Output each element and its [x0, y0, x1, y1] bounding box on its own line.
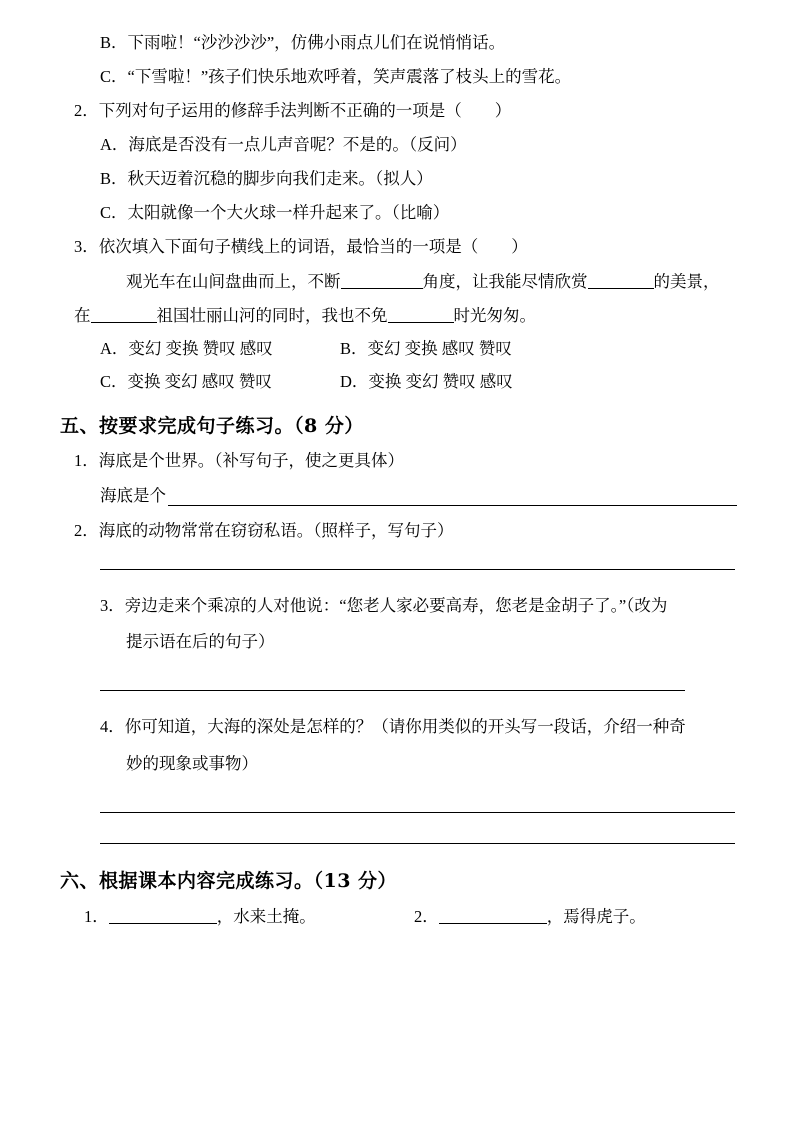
item-text: 海底是个世界。（补写句子，使之更具体） — [98, 451, 404, 471]
question-2-option-b[interactable] — [48, 166, 745, 191]
passage-part: 时光匆匆。 — [453, 305, 536, 325]
section-6-item-2 — [414, 903, 744, 927]
option-label: A． — [100, 338, 129, 358]
option-text: 变换 变幻 赞叹 感叹 — [368, 372, 513, 392]
question-text: 依次填入下面句子横线上的词语，最恰当的一项是（ ） — [98, 237, 528, 257]
question-3-options-row-2 — [48, 370, 745, 395]
question-3-option-c[interactable] — [100, 370, 340, 395]
fill-blank-4[interactable] — [388, 305, 454, 323]
question-2-stem — [48, 98, 745, 123]
option-text: 下雨啦！“沙沙沙沙”，仿佛小雨点儿们在说悄悄话。 — [127, 33, 506, 52]
option-label: C． — [100, 67, 128, 87]
answer-rule[interactable] — [100, 690, 685, 691]
section-6-row — [48, 903, 745, 927]
question-3-passage-line2 — [48, 303, 745, 328]
answer-blank[interactable] — [168, 490, 737, 506]
option-text: “下雪啦！”孩子们快乐地欢呼着，笑声震落了枝头上的雪花。 — [127, 67, 572, 87]
section-5-item-4-answer-line2[interactable] — [48, 843, 745, 844]
question-text: 下列对句子运用的修辞手法判断不正确的一项是（ ） — [98, 101, 512, 121]
option-text: 变换 变幻 感叹 赞叹 — [127, 372, 272, 392]
question-3-options-row-1 — [48, 337, 745, 362]
answer-rule[interactable] — [100, 843, 735, 844]
section-5-title: 五、按要求完成句子练习。（8 分） — [60, 415, 364, 438]
option-text: 太阳就像一个大火球一样升起来了。（比喻） — [127, 203, 450, 223]
option-label: B． — [100, 169, 128, 189]
option-text: 海底是否没有一点儿声音呢？不是的。（反问） — [128, 135, 467, 155]
section-5-item-3-line1 — [48, 592, 745, 620]
question-3-passage-line1 — [48, 269, 745, 294]
section-5-item-2 — [48, 518, 745, 543]
item-number: 3． — [100, 596, 125, 616]
option-label: B． — [340, 338, 368, 358]
option-c-top — [48, 64, 745, 89]
item-number: 1． — [84, 906, 109, 926]
question-3-option-b[interactable] — [340, 337, 580, 362]
option-text: 变幻 变换 感叹 赞叹 — [367, 338, 512, 358]
passage-part: 观光车在山间盘曲而上，不断 — [126, 271, 341, 291]
item-number: 2． — [414, 906, 439, 926]
question-number: 3． — [74, 237, 99, 257]
section-5-item-3-line2: 提示语在后的句子） — [126, 632, 275, 652]
section-6-title: 六、根据课本内容完成练习。（13 分） — [60, 869, 398, 892]
item-number: 4． — [100, 717, 125, 737]
fill-blank-2[interactable] — [588, 271, 654, 289]
item-text: 你可知道，大海的深处是怎样的？（请你用类似的开头写一段话，介绍一种奇 — [124, 717, 686, 737]
option-text: 秋天迈着沉稳的脚步向我们走来。（拟人） — [127, 169, 433, 189]
item-text: ，水来土掩。 — [216, 906, 316, 926]
option-label: C． — [100, 372, 128, 392]
section-5-item-2-answer[interactable] — [48, 569, 745, 570]
option-label: B． — [100, 33, 128, 52]
answer-rule[interactable] — [100, 569, 735, 570]
item-text: 海底的动物常常在窃窃私语。（照样子，写句子） — [98, 521, 454, 541]
item-text: ，焉得虎子。 — [546, 906, 646, 926]
item-number: 2． — [74, 521, 99, 541]
passage-part: 在 — [74, 305, 91, 325]
fill-blank-6[interactable] — [439, 906, 547, 924]
section-5-item-3-answer[interactable] — [48, 690, 745, 691]
passage-part: 祖国壮丽山河的同时，我也不免 — [156, 305, 388, 325]
option-label: C． — [100, 203, 128, 223]
passage-part: 角度，让我能尽情欣赏 — [422, 271, 588, 291]
item-number: 1． — [74, 451, 99, 471]
section-5-item-4-answer-line1[interactable] — [48, 812, 745, 813]
answer-rule[interactable] — [100, 812, 735, 813]
item-text: 旁边走来个乘凉的人对他说：“您老人家必要高寿，您老是金胡子了。”（改为 — [124, 596, 668, 616]
question-2-option-a[interactable] — [48, 132, 745, 157]
option-text: 变幻 变换 赞叹 感叹 — [128, 338, 273, 358]
fill-blank-5[interactable] — [109, 906, 217, 924]
section-5-item-1 — [48, 448, 745, 473]
passage-part: 的美景， — [653, 271, 720, 291]
section-6-item-1 — [84, 903, 414, 927]
question-2-option-c[interactable] — [48, 200, 745, 225]
section-5-item-4-line2: 妙的现象或事物） — [126, 753, 258, 773]
answer-lead: 海底是个 — [100, 486, 166, 506]
option-b-top — [48, 30, 745, 55]
fill-blank-1[interactable] — [341, 271, 423, 289]
option-label: D． — [340, 372, 369, 392]
fill-blank-3[interactable] — [91, 305, 157, 323]
question-3-option-a[interactable] — [100, 337, 340, 362]
question-3-stem — [48, 234, 745, 259]
section-5-item-4-line1 — [48, 713, 745, 741]
question-3-option-d[interactable] — [340, 370, 580, 395]
question-number: 2． — [74, 101, 99, 121]
option-label: A． — [100, 135, 129, 155]
section-5-item-1-answer[interactable] — [48, 482, 745, 506]
